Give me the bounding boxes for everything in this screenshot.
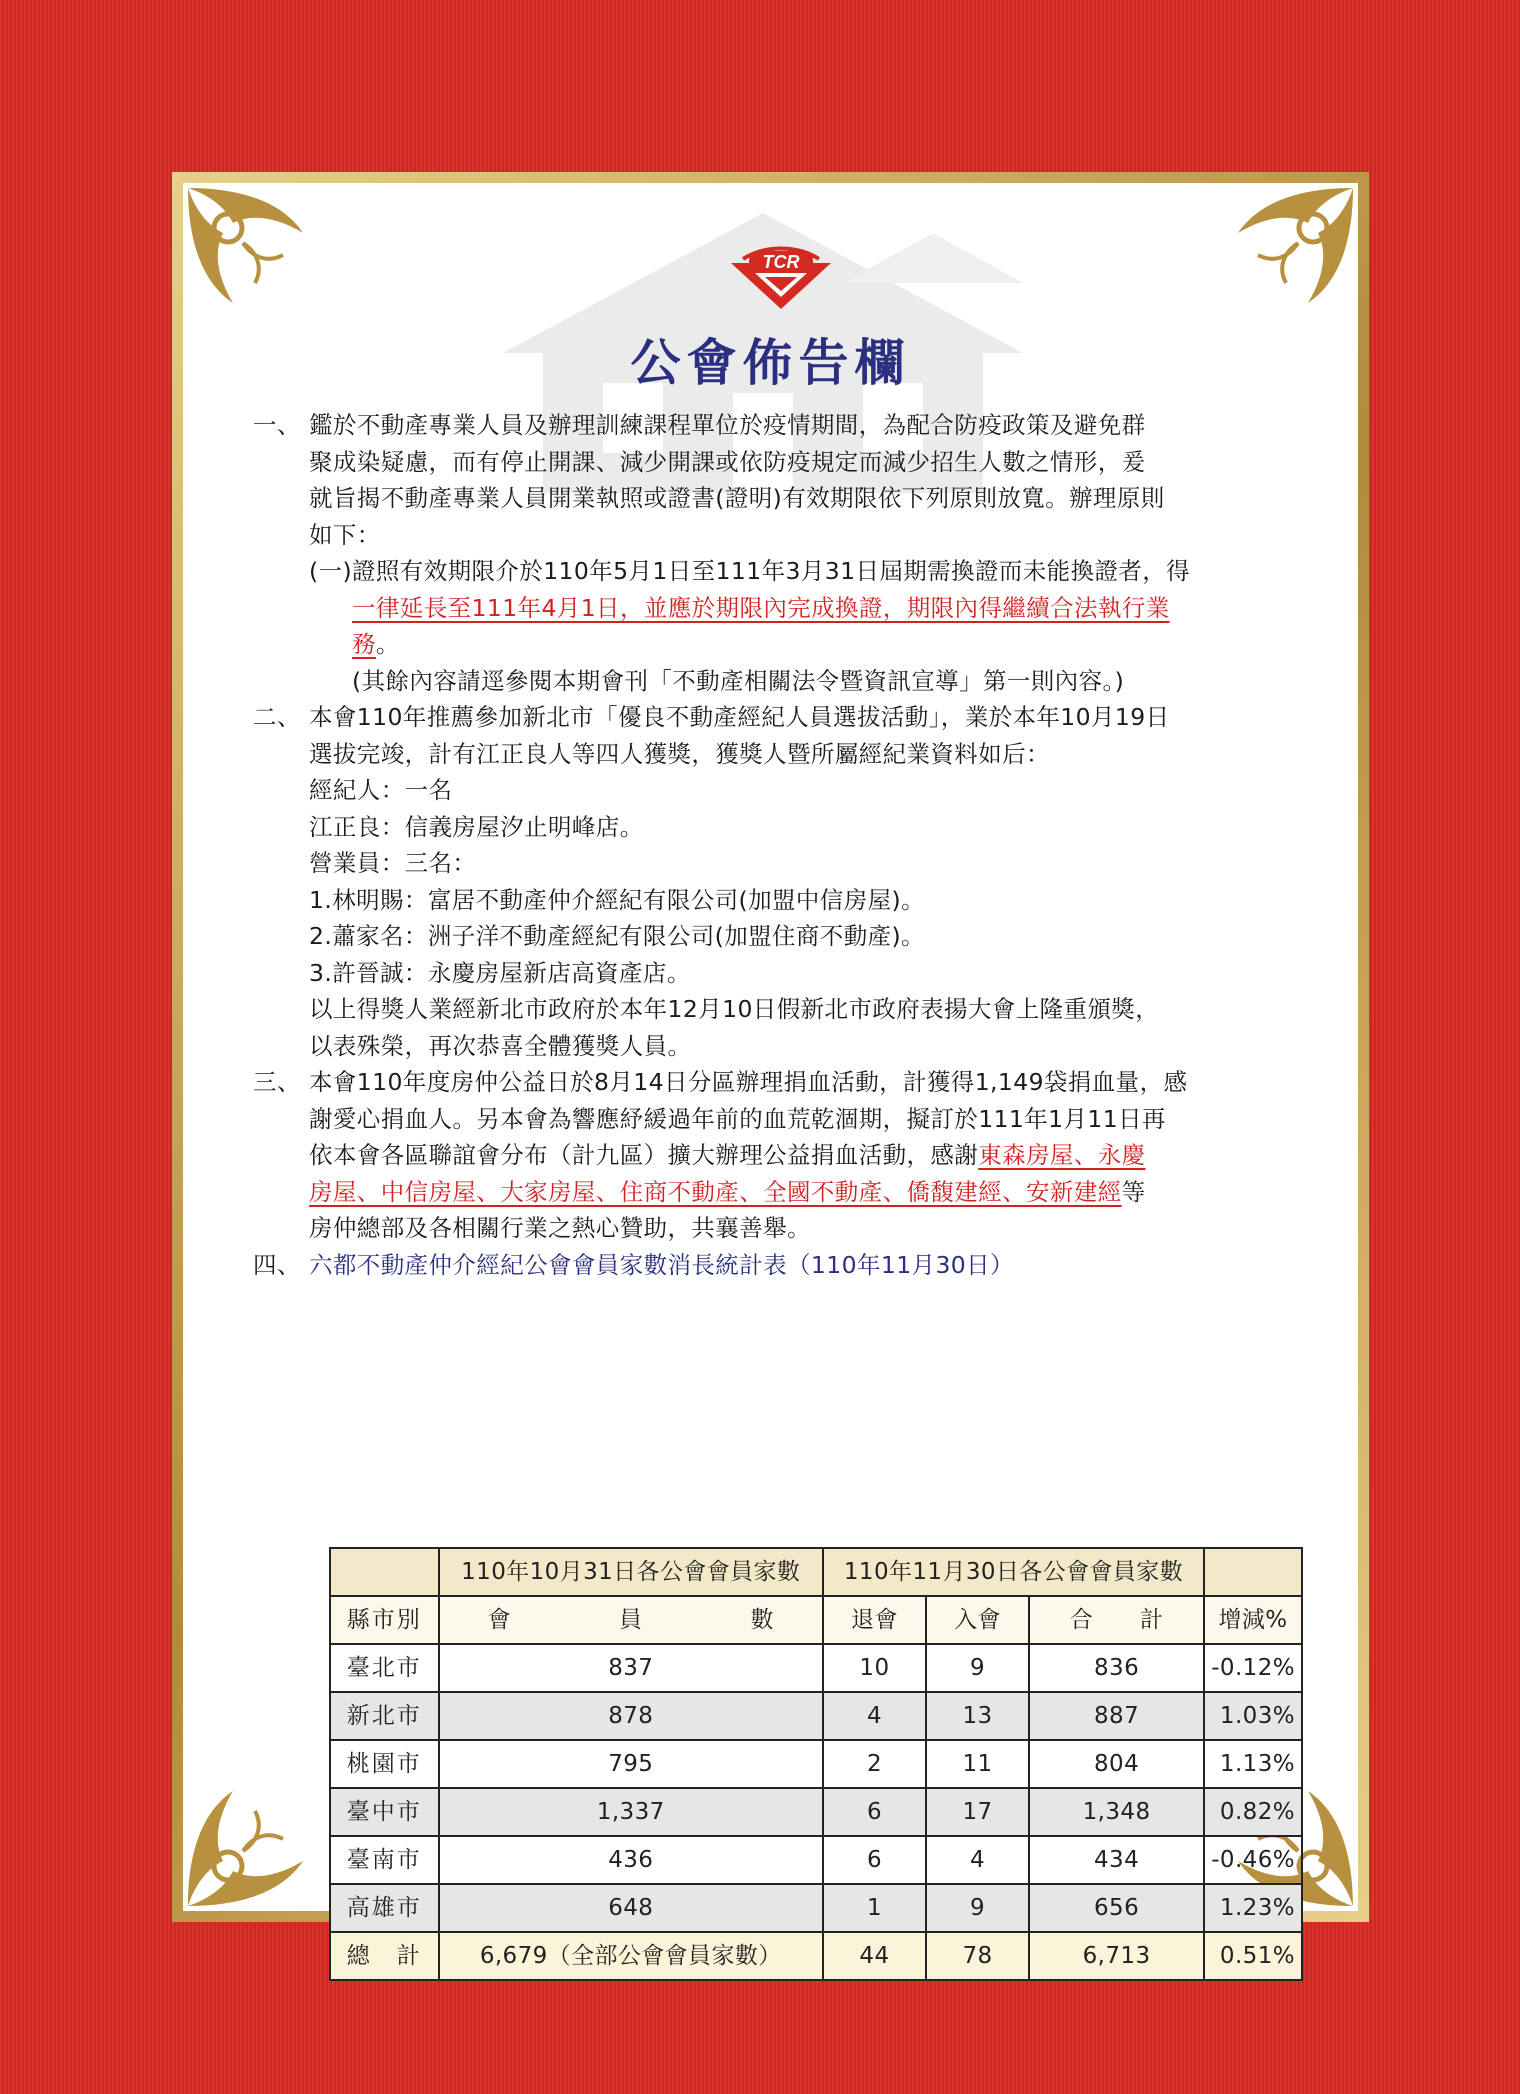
cell-total: 434 <box>1029 1836 1204 1884</box>
text-line: 3.許晉誠：永慶房屋新店高資產店。 <box>309 958 691 987</box>
col-pct: 增減% <box>1204 1596 1302 1644</box>
table-row <box>330 1692 1302 1740</box>
notice-content <box>253 407 1303 1969</box>
group-header-nov: 110年11月30日各公會會員家數 <box>823 1548 1204 1596</box>
cell-city: 高雄市 <box>330 1884 439 1932</box>
cell-members: 436 <box>439 1836 823 1884</box>
cell-exit: 44 <box>823 1932 926 1980</box>
col-join: 入會 <box>926 1596 1029 1644</box>
cell-join: 78 <box>926 1932 1029 1980</box>
section-number: 一、 <box>253 411 301 439</box>
cell-join: 13 <box>926 1692 1029 1740</box>
text-line: 房仲總部及各相關行業之熱心贊助，共襄善舉。 <box>309 1214 811 1242</box>
highlight-text: 東森房屋、永慶 <box>978 1141 1146 1169</box>
cell-members: 878 <box>439 1692 823 1740</box>
text-line: 本會110年推薦參加新北市「優良不動產經紀人員選拔活動」，業於本年10月19日 <box>309 703 1170 731</box>
cell-pct: -0.46% <box>1204 1836 1302 1884</box>
cell-city: 臺北市 <box>330 1644 439 1692</box>
text-line: 江正良：信義房屋汐止明峰店。 <box>309 812 644 841</box>
col-city: 縣市別 <box>330 1596 439 1644</box>
cell-total: 656 <box>1029 1884 1204 1932</box>
text-line: 營業員：三名： <box>309 849 477 877</box>
text-line: 選拔完竣，計有江正良人等四人獲獎，獲獎人暨所屬經紀業資料如后： <box>309 739 1050 768</box>
text-line: 謝愛心捐血人。另本會為響應紓緩過年前的血荒乾涸期，擬訂於111年1月11日再 <box>309 1104 1166 1133</box>
table-total-row <box>330 1932 1302 1980</box>
cell-members: 6,679（全部公會會員家數） <box>439 1932 823 1980</box>
cell-city: 桃園市 <box>330 1740 439 1788</box>
cell-total: 836 <box>1029 1644 1204 1692</box>
text-line: 就旨揭不動產專業人員開業執照或證書(證明)有效期限依下列原則放寬。辦理原則 <box>309 484 1165 512</box>
col-members <box>439 1596 823 1644</box>
highlight-text: 務 <box>352 630 376 658</box>
section-number: 四、 <box>253 1250 301 1279</box>
cell-join: 11 <box>926 1740 1029 1788</box>
text-line: 以表殊榮，再次恭喜全體獲獎人員。 <box>309 1031 692 1060</box>
section-2 <box>253 699 1303 1064</box>
text-line: 如下： <box>309 520 381 549</box>
notice-frame <box>172 172 1369 1969</box>
membership-stats-table <box>329 1547 1303 1981</box>
cell-city: 總 計 <box>330 1932 439 1980</box>
cell-total: 1,348 <box>1029 1788 1204 1836</box>
cell-join: 17 <box>926 1788 1029 1836</box>
table-column-header <box>330 1596 1302 1644</box>
cell-total: 6,713 <box>1029 1932 1204 1980</box>
table-row <box>330 1740 1302 1788</box>
cell-members: 648 <box>439 1884 823 1932</box>
cell-join: 9 <box>926 1644 1029 1692</box>
ornament-corner-icon <box>1228 183 1358 313</box>
cell-exit: 2 <box>823 1740 926 1788</box>
highlight-text: 房屋、中信房屋、大家房屋、住商不動產、全國不動產、僑馥建經、安新建經 <box>309 1177 1122 1206</box>
section-3 <box>253 1064 1303 1247</box>
text-line: 經紀人：一名 <box>309 776 453 804</box>
table-row <box>330 1836 1302 1884</box>
col-members-char: 會 <box>487 1606 511 1633</box>
ornament-corner-icon <box>183 183 313 313</box>
cell-exit: 6 <box>823 1788 926 1836</box>
cell-pct: 1.23% <box>1204 1884 1302 1932</box>
col-total-char: 計 <box>1139 1606 1164 1633</box>
cell-members: 795 <box>439 1740 823 1788</box>
table-group-header <box>330 1548 1302 1596</box>
cell-total: 887 <box>1029 1692 1204 1740</box>
tcr-logo <box>725 243 837 311</box>
text-line: 1.林明賜：富居不動產仲介經紀有限公司(加盟中信房屋)。 <box>309 885 925 914</box>
subsection-number: (一) <box>309 557 353 585</box>
cell-exit: 4 <box>823 1692 926 1740</box>
text-line: 以上得獎人業經新北市政府於本年12月10日假新北市政府表揚大會上隆重頒獎， <box>309 995 1160 1023</box>
col-members-char: 數 <box>750 1606 774 1633</box>
svg-text:TCR: TCR <box>762 252 800 272</box>
cell-city: 臺南市 <box>330 1836 439 1884</box>
section-1 <box>253 407 1303 699</box>
text-line: 聚成染疑慮，而有停止開課、減少開課或依防疫規定而減少招生人數之情形，爰 <box>309 447 1146 476</box>
col-members-char: 員 <box>619 1606 643 1633</box>
cell-pct: 1.13% <box>1204 1740 1302 1788</box>
section-4 <box>253 1247 1303 1284</box>
note-line: (其餘內容請逕參閱本期會刊「不動產相關法令暨資訊宣導」第一則內容。) <box>352 666 1125 695</box>
text-fragment: 依本會各區聯誼會分布（計九區）擴大辦理公益捐血活動，感謝 <box>309 1141 979 1169</box>
cell-pct: 1.03% <box>1204 1692 1302 1740</box>
highlight-text: 一律延長至111年4月1日，並應於期限內完成換證，期限內得繼續合法執行業 <box>352 593 1170 622</box>
section-number: 二、 <box>253 703 301 731</box>
empty-header-cell <box>1204 1548 1302 1596</box>
page-title: 公會佈告欄 <box>630 333 911 392</box>
cell-exit: 10 <box>823 1644 926 1692</box>
cell-pct: -0.12% <box>1204 1644 1302 1692</box>
notice-panel <box>183 183 1358 1969</box>
table-row <box>330 1788 1302 1836</box>
col-exit: 退會 <box>823 1596 926 1644</box>
table-caption: 六都不動產仲介經紀公會會員家數消長統計表（110年11月30日） <box>309 1250 1014 1279</box>
text-line: 鑑於不動產專業人員及辦理訓練課程單位於疫情期間，為配合防疫政策及避免群 <box>309 411 1146 439</box>
cell-pct: 0.82% <box>1204 1788 1302 1836</box>
text-line: 證照有效期限介於110年5月1日至111年3月31日屆期需換證而未能換證者，得 <box>352 557 1191 585</box>
cell-exit: 1 <box>823 1884 926 1932</box>
group-header-oct: 110年10月31日各公會會員家數 <box>439 1548 823 1596</box>
cell-city: 臺中市 <box>330 1788 439 1836</box>
cell-members: 837 <box>439 1644 823 1692</box>
cell-join: 4 <box>926 1836 1029 1884</box>
table-row <box>330 1644 1302 1692</box>
cell-members: 1,337 <box>439 1788 823 1836</box>
cell-exit: 6 <box>823 1836 926 1884</box>
ornament-corner-icon <box>183 1781 313 1911</box>
col-total <box>1029 1596 1204 1644</box>
cell-pct: 0.51% <box>1204 1932 1302 1980</box>
empty-header-cell <box>330 1548 439 1596</box>
cell-city: 新北市 <box>330 1692 439 1740</box>
col-total-char: 合 <box>1069 1606 1094 1633</box>
text-fragment: 等 <box>1121 1177 1146 1206</box>
text-fragment: 。 <box>375 630 400 658</box>
subsection-1 <box>309 553 1303 699</box>
text-line: 2.蕭家名：洲子洋不動產經紀有限公司(加盟住商不動產)。 <box>309 922 925 950</box>
table-row <box>330 1884 1302 1932</box>
section-number: 三、 <box>253 1068 301 1096</box>
cell-join: 9 <box>926 1884 1029 1932</box>
cell-total: 804 <box>1029 1740 1204 1788</box>
text-line: 本會110年度房仲公益日於8月14日分區辦理捐血活動，計獲得1,149袋捐血量，感 <box>309 1068 1188 1096</box>
